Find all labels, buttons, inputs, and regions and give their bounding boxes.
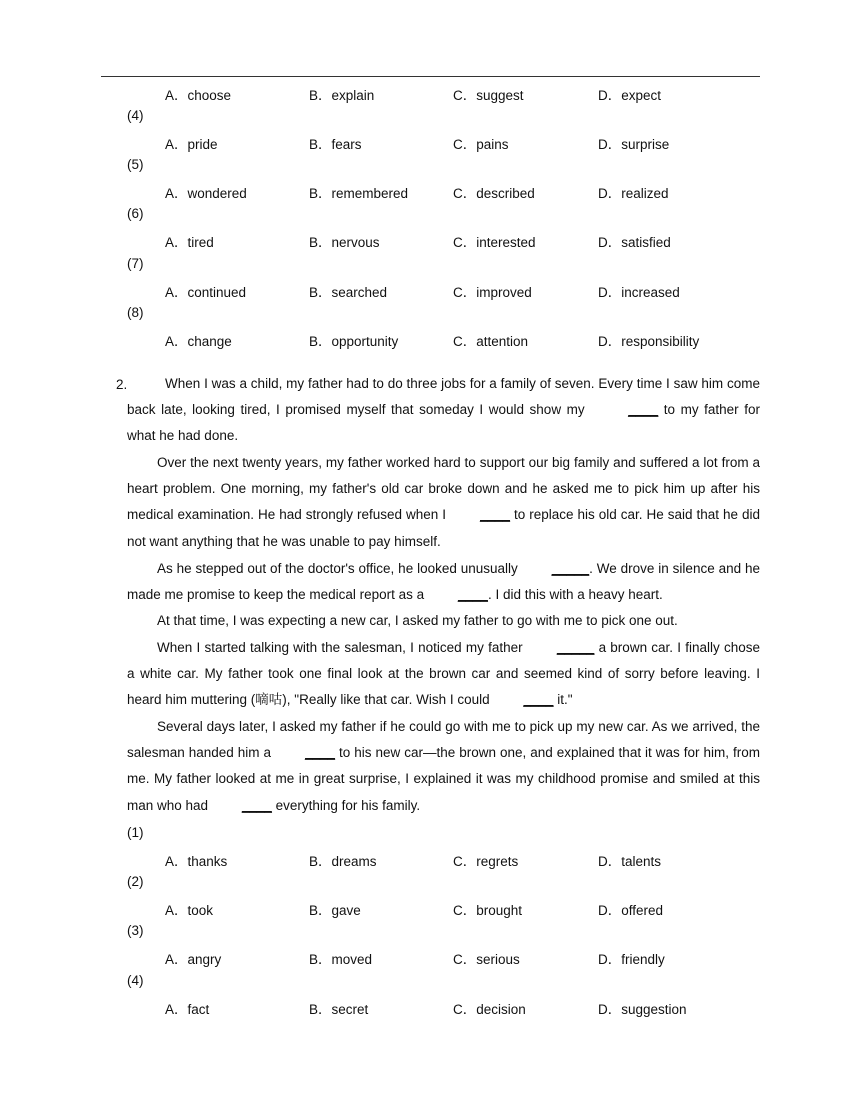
option-a[interactable]: A．thanks bbox=[165, 854, 228, 869]
blank-2[interactable]: ____ bbox=[480, 507, 511, 523]
option-b[interactable]: B．opportunity bbox=[309, 334, 399, 349]
item-number: 2. bbox=[116, 377, 128, 392]
blank-5[interactable]: _____ bbox=[556, 640, 595, 655]
question-number: (7) bbox=[127, 256, 144, 271]
option-d[interactable]: D．realized bbox=[598, 186, 669, 201]
blank-7[interactable]: ____ bbox=[305, 745, 336, 761]
option-a[interactable]: A．wondered bbox=[165, 186, 247, 201]
option-c[interactable]: C．regrets bbox=[453, 854, 519, 869]
option-b[interactable]: B．searched bbox=[309, 285, 388, 300]
option-c[interactable]: C．attention bbox=[453, 334, 529, 349]
option-c[interactable]: C．decision bbox=[453, 1002, 526, 1017]
option-d[interactable]: D．surprise bbox=[598, 137, 670, 152]
option-c[interactable]: C．pains bbox=[453, 137, 509, 152]
passage-paragraph-5: When I started talking with the salesman, I noticed my father _____ a brown car. I finally chose a white car. My father took one final look at the brown car and seemed kind of sorry before leaving. I heard him muttering (嘀咕), "Really like that car. Wish I could ____ it." bbox=[127, 635, 760, 714]
option-d[interactable]: D．suggestion bbox=[598, 1002, 687, 1017]
option-a[interactable]: A．choose bbox=[165, 88, 232, 103]
question-number: (1) bbox=[127, 825, 144, 840]
passage-paragraph-4: At that time, I was expecting a new car, I asked my father to go with me to pick one out. bbox=[157, 613, 678, 628]
blank-1[interactable]: ____ bbox=[628, 402, 659, 418]
question-number: (3) bbox=[127, 923, 144, 938]
question-number: (4) bbox=[127, 973, 144, 988]
option-b[interactable]: B．nervous bbox=[309, 235, 380, 250]
question-number: (8) bbox=[127, 305, 144, 320]
option-c[interactable]: C．suggest bbox=[453, 88, 524, 103]
option-c[interactable]: C．improved bbox=[453, 285, 532, 300]
option-a[interactable]: A．change bbox=[165, 334, 232, 349]
option-d[interactable]: D．responsibility bbox=[598, 334, 700, 349]
option-d[interactable]: D．talents bbox=[598, 854, 662, 869]
option-d[interactable]: D．friendly bbox=[598, 952, 665, 967]
option-b[interactable]: B．dreams bbox=[309, 854, 377, 869]
blank-3[interactable]: _____ bbox=[551, 561, 590, 576]
option-a[interactable]: A．pride bbox=[165, 137, 218, 152]
option-a[interactable]: A．continued bbox=[165, 285, 247, 300]
passage-paragraph-6: Several days later, I asked my father if he could go with me to pick up my new car. As we arrived, the salesman handed him a ____ to his new car—the brown one, and explained that it was for him, from me. My father looked at me in great surprise, I explained it was my childhood promise and smiled at this man who had ____ everything for his family. bbox=[127, 714, 760, 819]
option-c[interactable]: C．interested bbox=[453, 235, 536, 250]
blank-6[interactable]: ____ bbox=[523, 692, 554, 708]
option-b[interactable]: B．remembered bbox=[309, 186, 409, 201]
option-a[interactable]: A．took bbox=[165, 903, 214, 918]
blank-8[interactable]: ____ bbox=[241, 797, 272, 813]
option-c[interactable]: C．brought bbox=[453, 903, 523, 918]
blank-4[interactable]: ____ bbox=[457, 587, 488, 603]
option-b[interactable]: B．explain bbox=[309, 88, 375, 103]
header-rule bbox=[101, 76, 760, 77]
question-number: (6) bbox=[127, 206, 144, 221]
option-d[interactable]: D．satisfied bbox=[598, 235, 671, 250]
option-a[interactable]: A．tired bbox=[165, 235, 214, 250]
option-a[interactable]: A．angry bbox=[165, 952, 222, 967]
passage-paragraph-3: As he stepped out of the doctor's office, he looked unusually _____. We drove in silence and he made me promise to keep the medical report as a ____. I did this with a heavy heart. bbox=[127, 556, 760, 608]
option-d[interactable]: D．increased bbox=[598, 285, 680, 300]
option-a[interactable]: A．fact bbox=[165, 1002, 210, 1017]
option-b[interactable]: B．moved bbox=[309, 952, 373, 967]
option-c[interactable]: C．described bbox=[453, 186, 535, 201]
option-b[interactable]: B．secret bbox=[309, 1002, 369, 1017]
question-number: (2) bbox=[127, 874, 144, 889]
option-b[interactable]: B．fears bbox=[309, 137, 362, 152]
option-c[interactable]: C．serious bbox=[453, 952, 520, 967]
option-b[interactable]: B．gave bbox=[309, 903, 361, 918]
passage-paragraph-1: When I was a child, my father had to do three jobs for a family of seven. Every time I saw him come back late, looking tired, I promised myself that someday I would show my ____ to my father for what he had done. bbox=[127, 376, 760, 444]
question-number: (5) bbox=[127, 157, 144, 172]
question-number: (4) bbox=[127, 108, 144, 123]
option-d[interactable]: D．offered bbox=[598, 903, 664, 918]
option-d[interactable]: D．expect bbox=[598, 88, 662, 103]
passage-paragraph-2: Over the next twenty years, my father worked hard to support our big family and suffered a lot from a heart problem. One morning, my father's old car broke down and he asked me to pick him up after his medical examination. He had strongly refused when I ____ to replace his old car. He said that he did not want anything that he was unable to pay himself. bbox=[127, 455, 760, 549]
